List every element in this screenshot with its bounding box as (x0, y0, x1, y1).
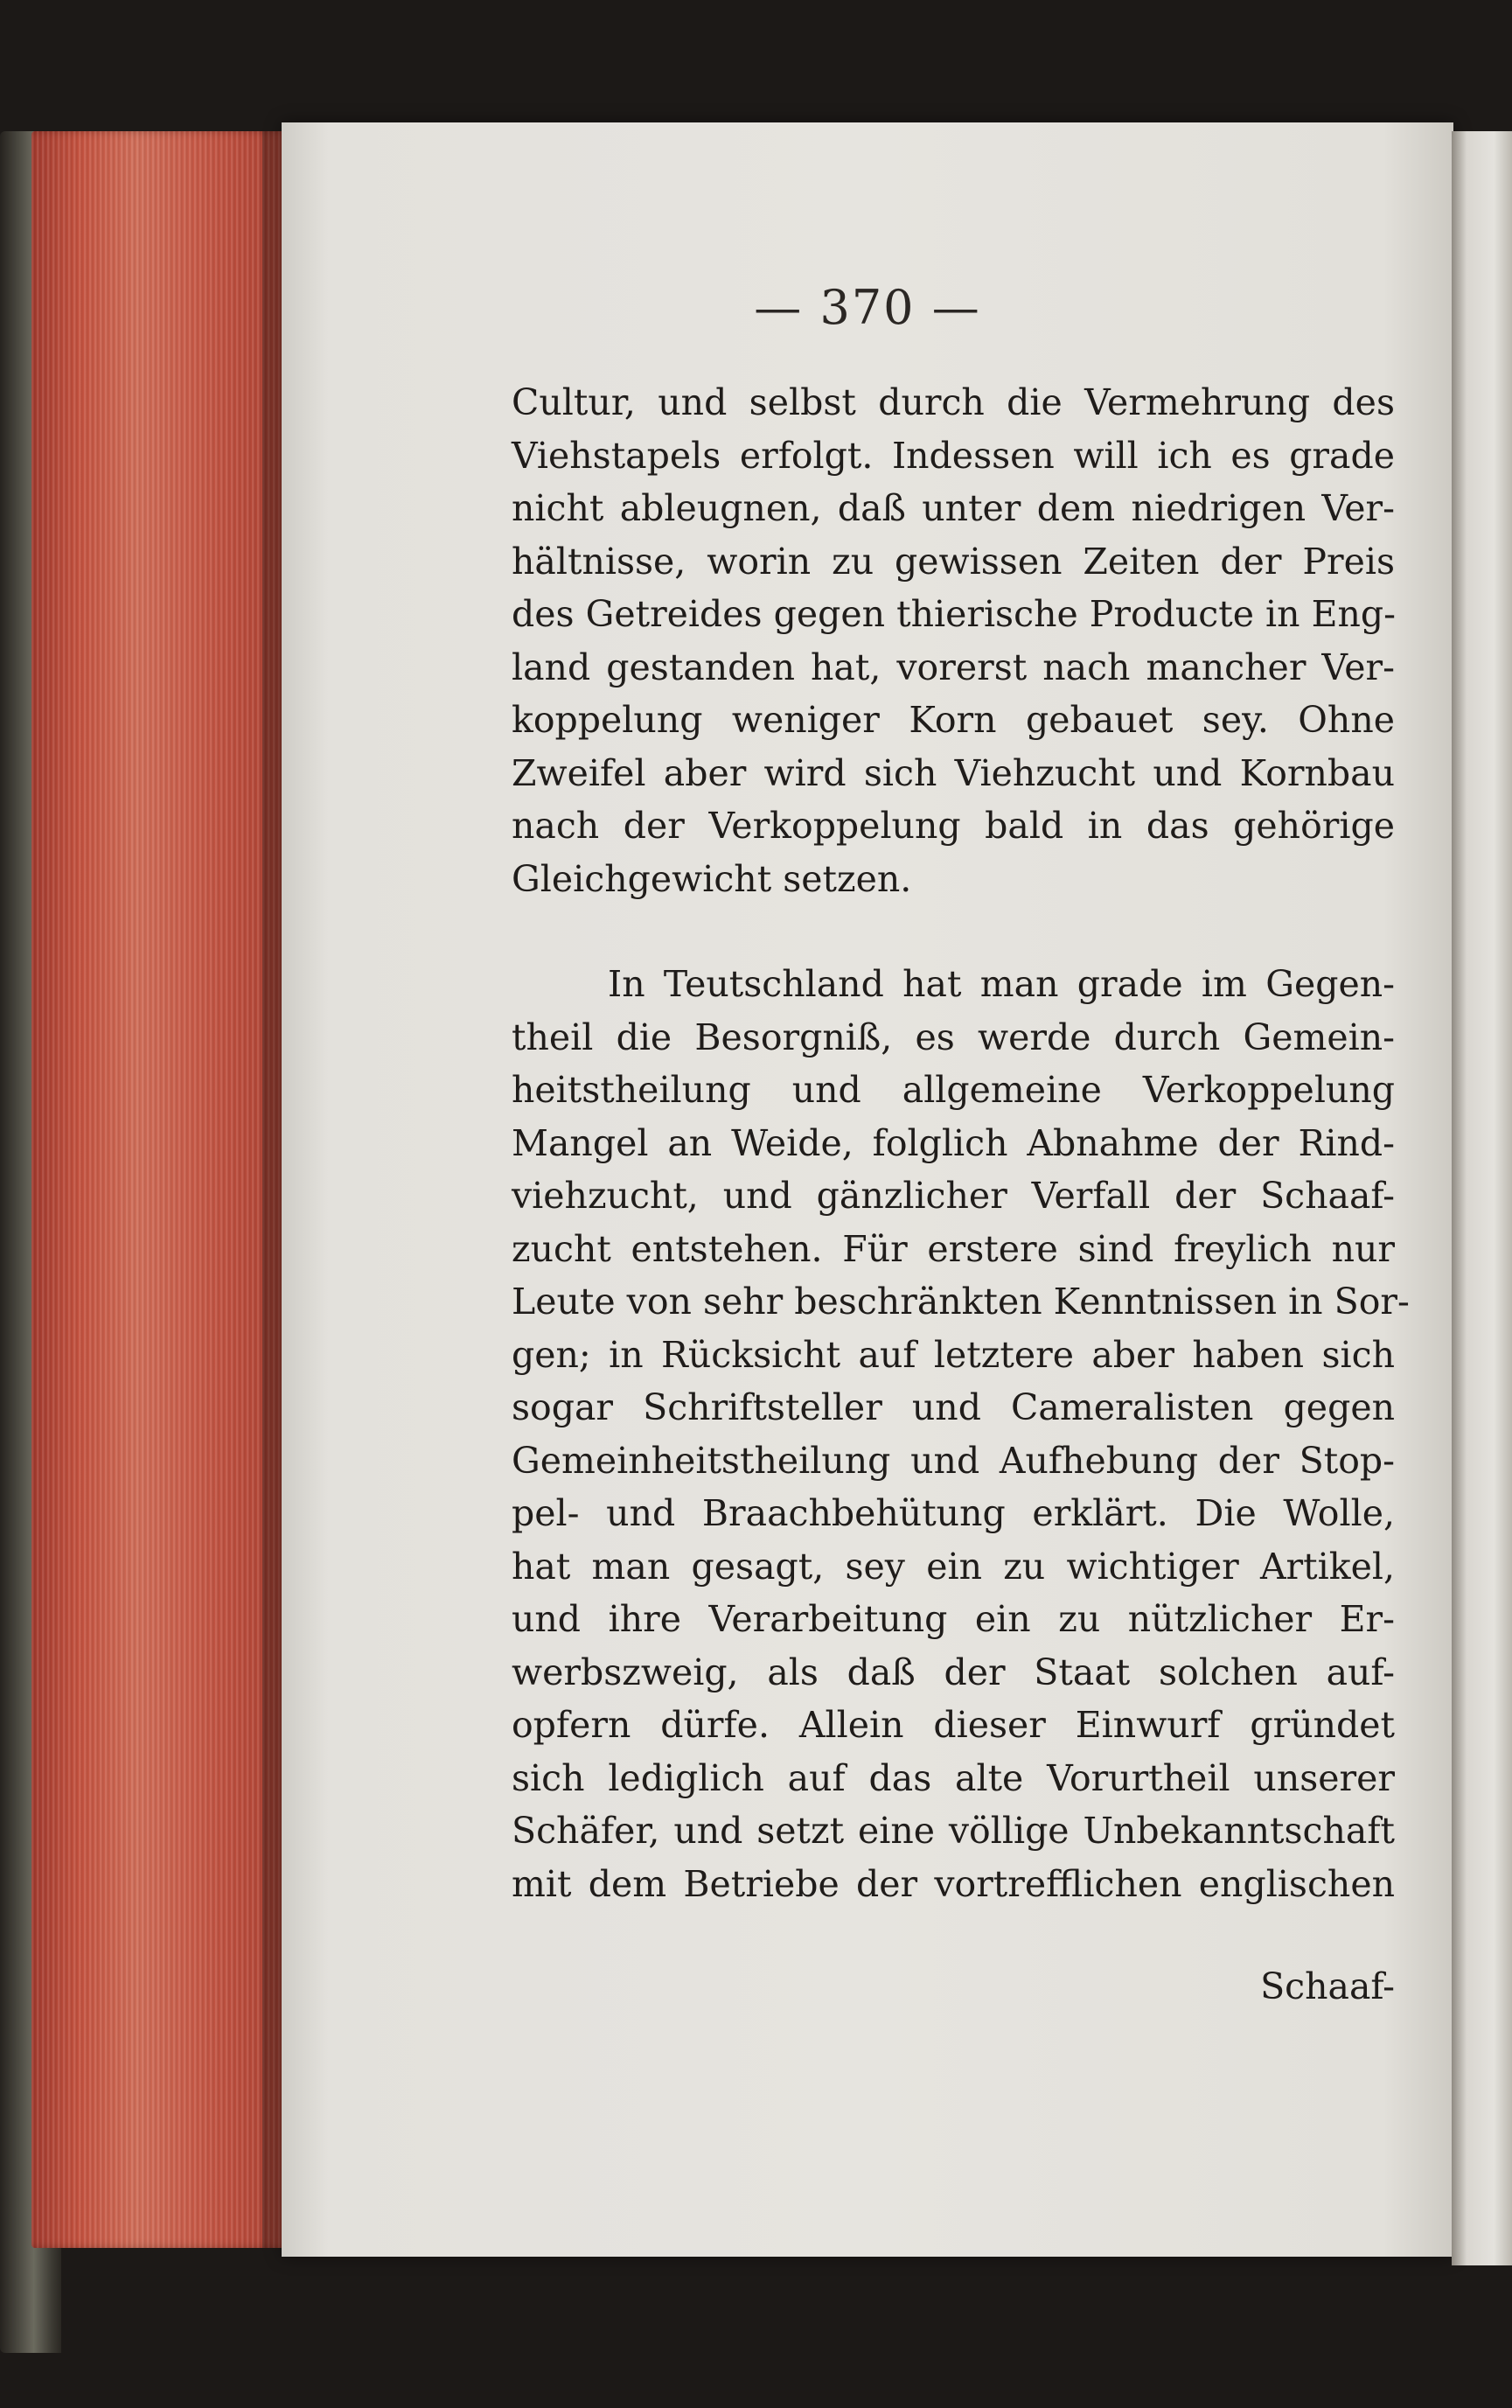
text-line: sogar Schriftsteller und Cameralisten gegen (512, 1386, 1395, 1428)
text-line: Viehstapels erfolgt. Indessen will ich es grade (512, 434, 1395, 477)
text-line: Gemeinheitstheilung und Aufhebung der Stop- (512, 1439, 1395, 1482)
paragraph (512, 958, 1410, 1910)
text-line: werbszweig, als daß der Staat solchen auf- (512, 1651, 1395, 1693)
text-line: hat man gesagt, sey ein zu wichtiger Artikel, (512, 1545, 1395, 1588)
text-line: pel- und Braachbehütung erklärt. Die Wolle, (512, 1492, 1395, 1534)
text-line: Leute von sehr beschränkten Kenntnissen in Sor- (512, 1281, 1410, 1323)
text-line: Zweifel aber wird sich Viehzucht und Kornbau (512, 751, 1395, 794)
catchword: Schaaf- (1260, 1965, 1395, 2007)
text-line: opfern dürfe. Allein dieser Einwurf gründet (512, 1704, 1395, 1746)
text-line: des Getreides gegen thierische Producte in Eng- (512, 593, 1397, 635)
text-line: zucht entstehen. Für erstere sind freylich nur (512, 1227, 1395, 1270)
paragraph (512, 376, 1395, 905)
text-line: nicht ableugnen, daß unter dem niedrigen Ver- (512, 487, 1395, 529)
text-line: sich lediglich auf das alte Vorurtheil unserer (512, 1756, 1395, 1799)
text-line: nach der Verkoppelung bald in das gehörige (512, 805, 1395, 847)
text-line: Mangel an Weide, folglich Abnahme der Rind- (512, 1121, 1395, 1164)
next-page-edge (1452, 131, 1512, 2265)
text-line: Schäfer, und setzt eine völlige Unbekanntschaft (512, 1810, 1395, 1852)
text-line: heitstheilung und allgemeine Verkoppelung (512, 1069, 1395, 1111)
text-line: Gleichgewicht setzen. (512, 857, 912, 900)
text-line: koppelung weniger Korn gebauet sey. Ohne (512, 699, 1395, 741)
text-line: gen; in Rücksicht auf letztere aber haben sich (512, 1333, 1395, 1376)
text-line: In Teutschland hat man grade im Gegen- (608, 963, 1395, 1005)
page-edges (31, 131, 294, 2248)
text-line: theil die Besorgniß, es werde durch Gemein- (512, 1016, 1395, 1058)
body-text (512, 376, 1410, 1910)
text-line: und ihre Verarbeitung ein zu nützlicher Er- (512, 1598, 1395, 1640)
text-line: mit dem Betriebe der vortrefflichen englischen (512, 1862, 1395, 1905)
text-line: land gestanden hat, vorerst nach mancher Ver- (512, 646, 1395, 688)
text-line: hältnisse, worin zu gewissen Zeiten der Preis (512, 540, 1395, 583)
page-number: — 370 — (754, 280, 981, 335)
paragraph-gap (512, 905, 1395, 958)
text-line: Cultur, und selbst durch die Vermehrung des (512, 381, 1395, 423)
text-line: viehzucht, und gänzlicher Verfall der Schaaf- (512, 1175, 1395, 1217)
